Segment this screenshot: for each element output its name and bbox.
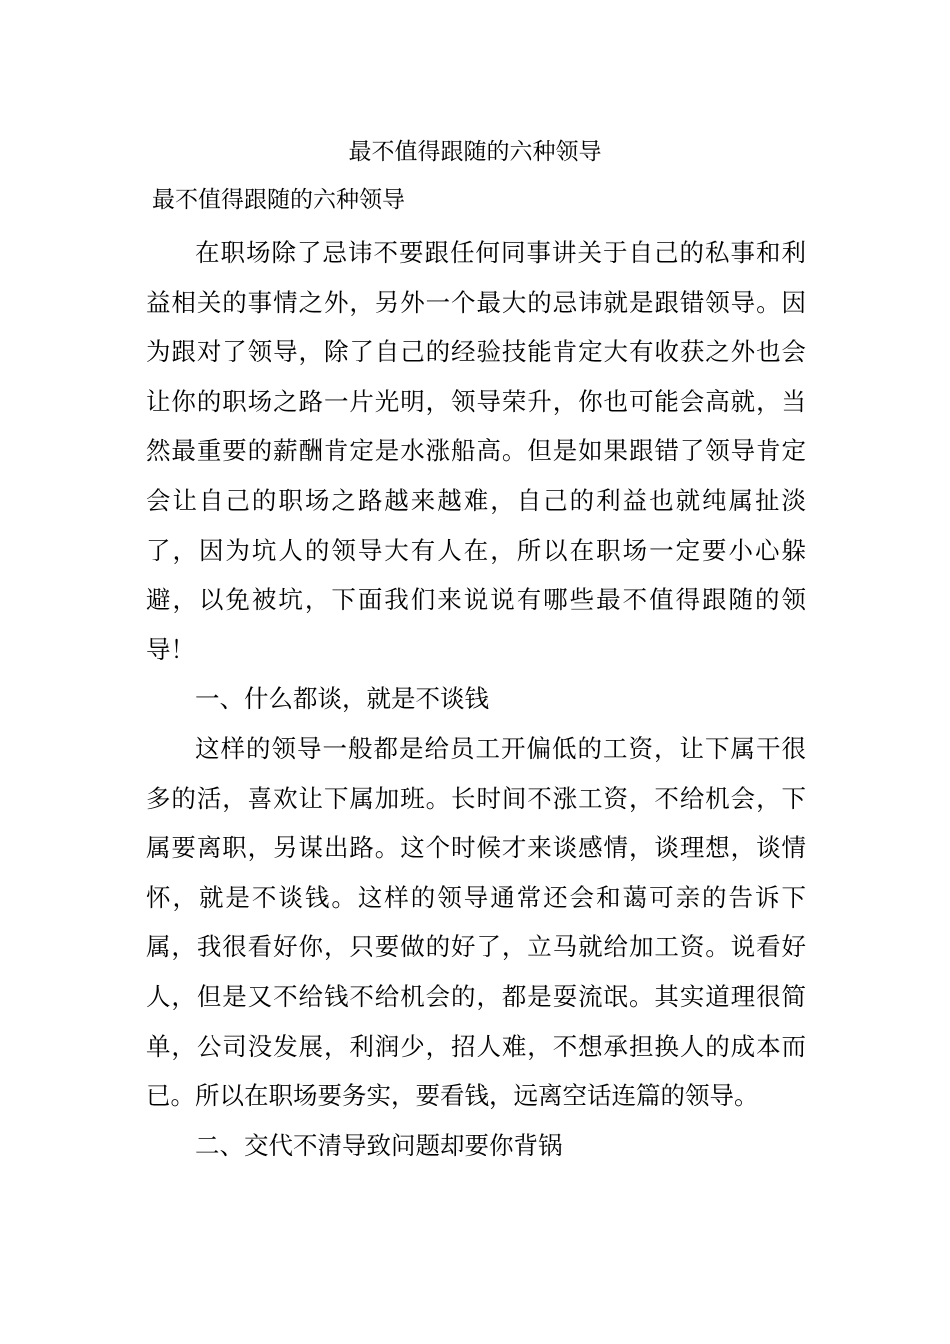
document-title: 最不值得跟随的六种领导: [348, 139, 602, 165]
section-1-paragraph: 这样的领导一般都是给员工开偏低的工资，让下属干很多的活，喜欢让下属加班。长时间不涨工资，不给机会，下属要离职，另谋出路。这个时候才来谈感情，谈理想，谈情怀，就是不谈钱。这样的领导通常还会和蔼可亲的告诉下属，我很看好你，只要做的好了，立马就给加工资。说看好人，但是又不给钱不给机会的，都是耍流氓。其实道理很简单，公司没发展，利润少，招人难，不想承担换人的成本而已。所以在职场要务实，要看钱，远离空话连篇的领导。: [146, 733, 806, 1111]
section-1-heading: 一、什么都谈，就是不谈钱: [195, 684, 489, 714]
intro-paragraph: 在职场除了忌讳不要跟任何同事讲关于自己的私事和利益相关的事情之外，另外一个最大的忌讳就是跟错领导。因为跟对了领导，除了自己的经验技能肯定大有收获之外也会让你的职场之路一片光明，领导荣升，你也可能会高就，当然最重要的薪酬肯定是水涨船高。但是如果跟错了领导肯定会让自己的职场之路越来越难，自己的利益也就纯属扯淡了，因为坑人的领导大有人在，所以在职场一定要小心躲避，以免被坑，下面我们来说说有哪些最不值得跟随的领导！: [146, 238, 806, 664]
document-body: [146, 228, 806, 1170]
document-subtitle: 最不值得跟随的六种领导: [152, 187, 405, 213]
section-2-heading: 二、交代不清导致问题却要你背锅: [195, 1130, 563, 1160]
